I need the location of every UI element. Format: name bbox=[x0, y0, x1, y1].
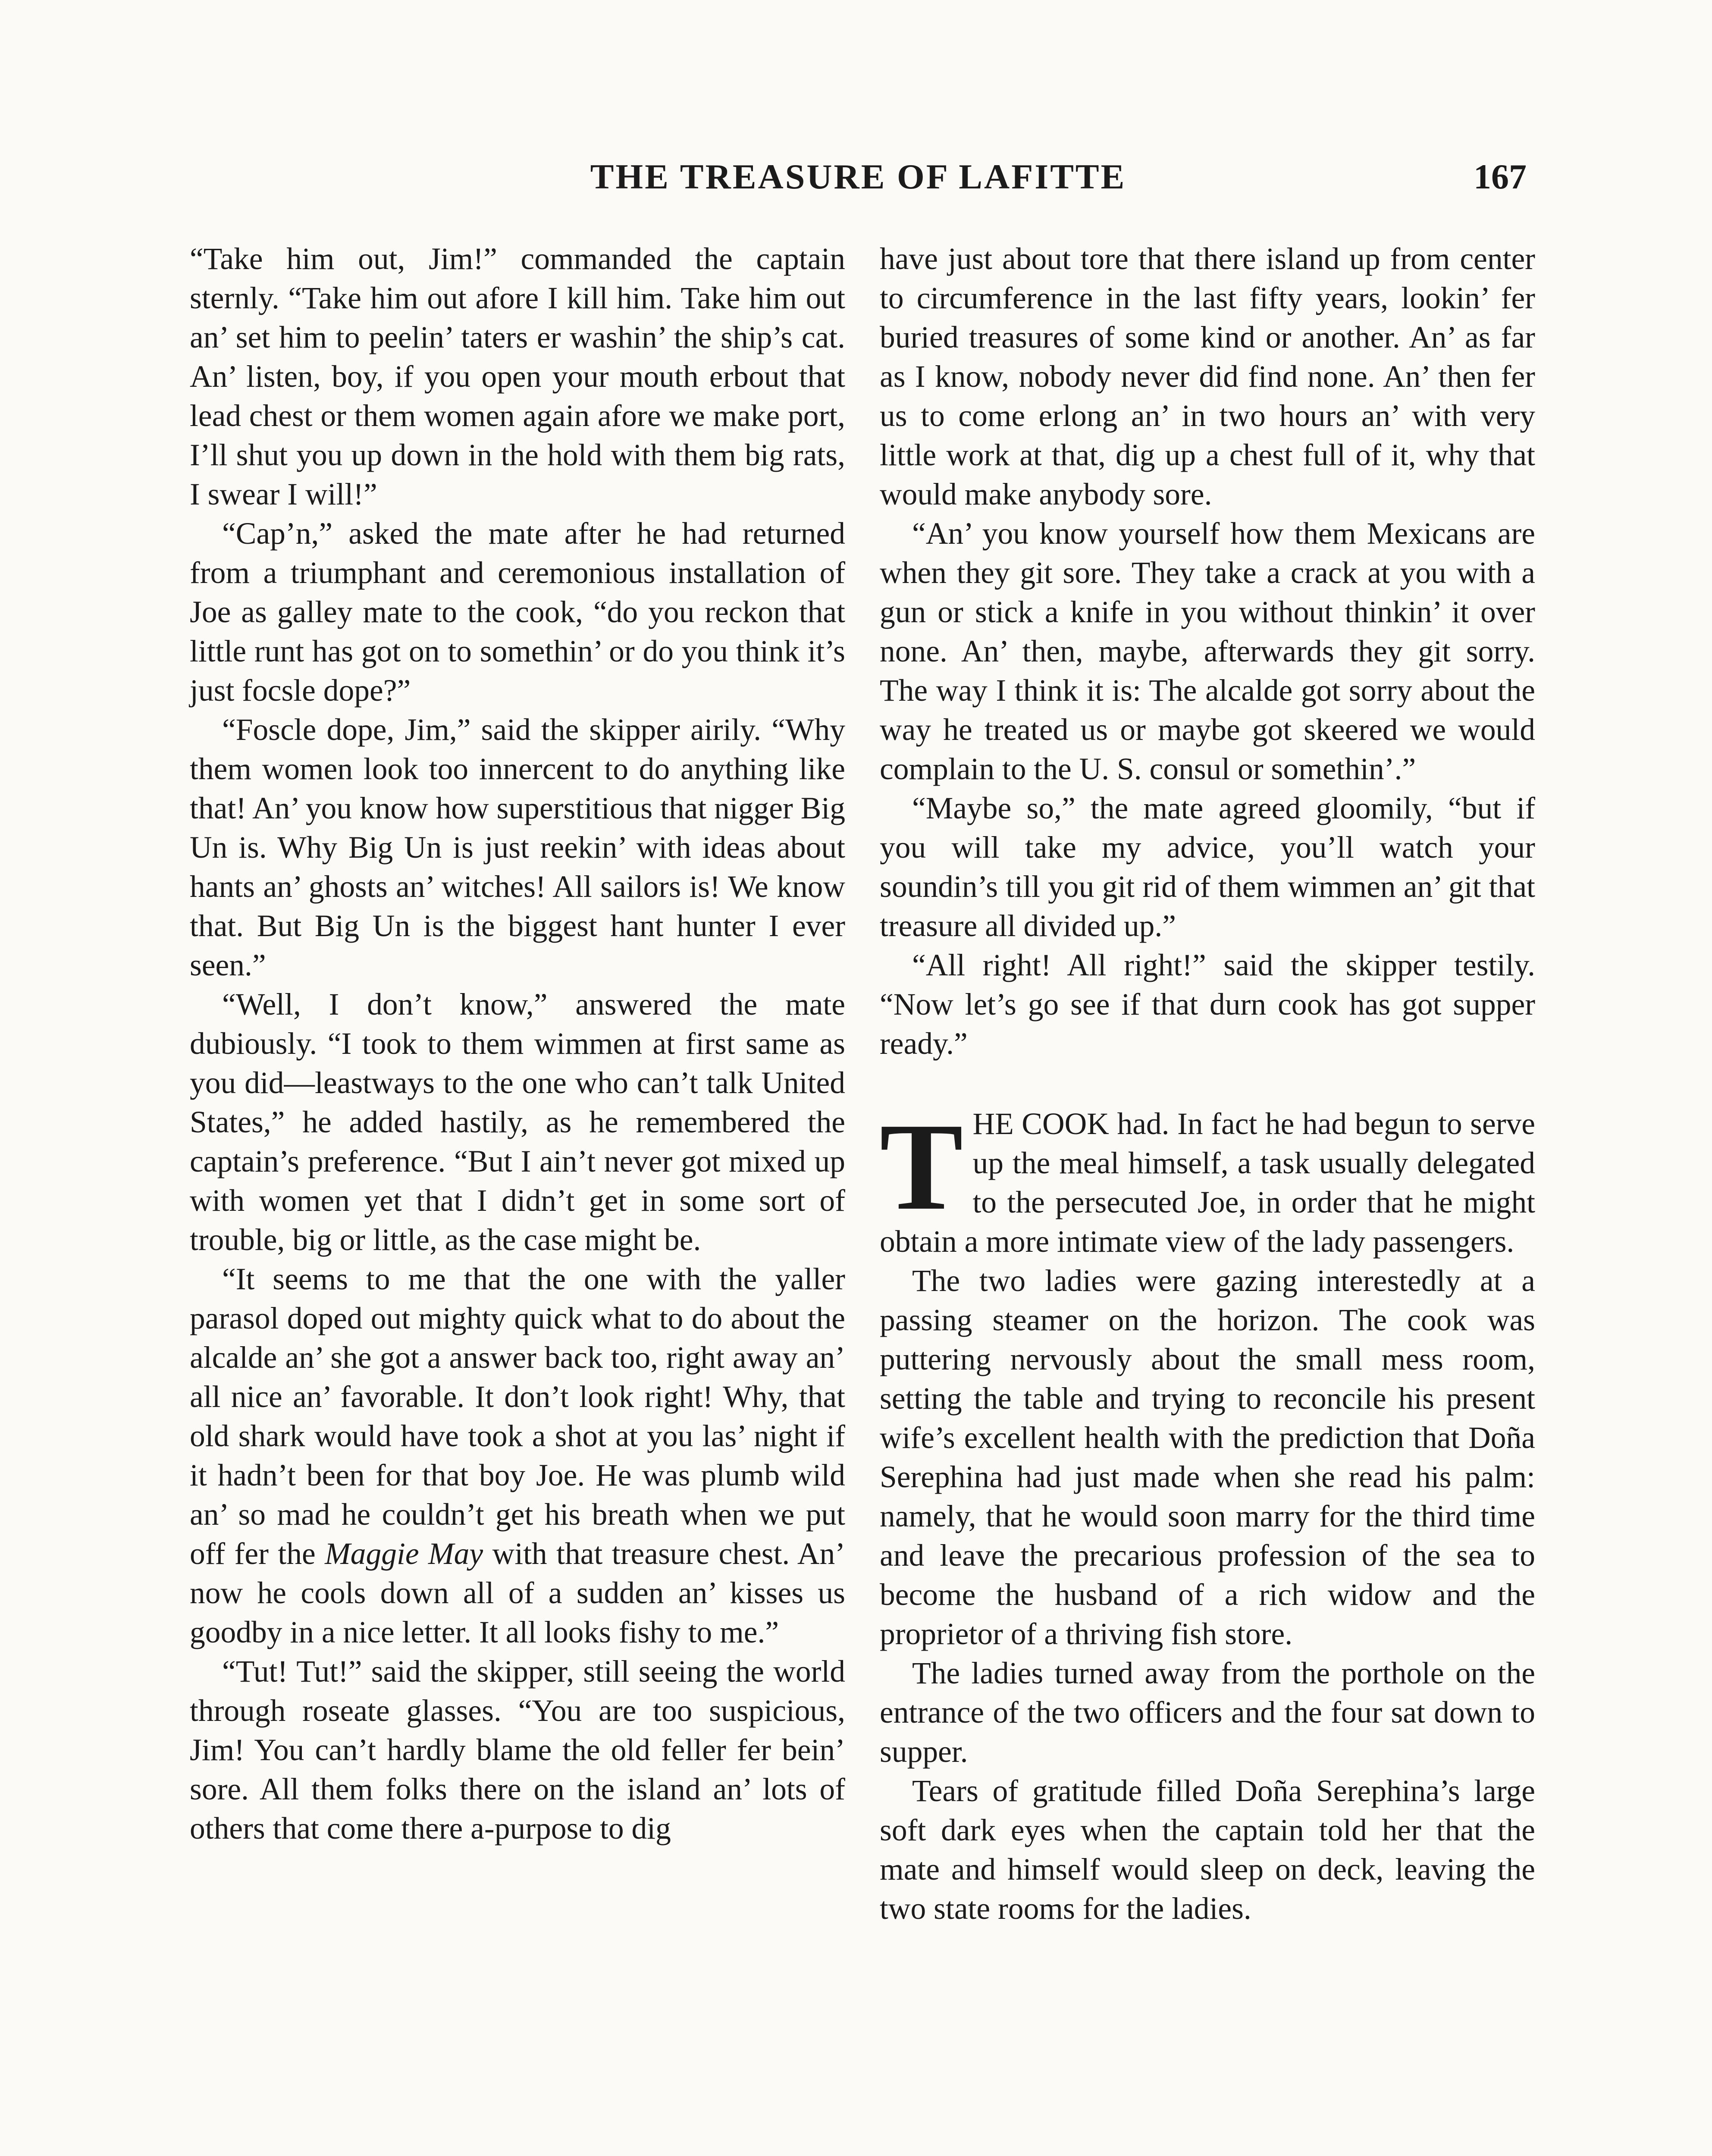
paragraph: “Take him out, Jim!” commanded the captain sternly. “Take him out afore I kill him. Take him out an’ set him to peelin’ taters er washin’ the ship’s cat. An’ listen, boy, if you open your mouth erbout that lead chest or them women again afore we make port, I’ll shut you up down in the hold with them big rats, I swear I will!” bbox=[190, 242, 845, 511]
paragraph bbox=[190, 1260, 845, 1652]
paragraph: Tears of gratitude filled Doña Serephina’s large soft dark eyes when the captain told her that the mate and himself would sleep on deck, leaving the two state rooms for the ladies. bbox=[880, 1774, 1535, 1926]
page-number: 167 bbox=[1474, 157, 1527, 196]
paragraph: “Cap’n,” asked the mate after he had returned from a triumphant and ceremonious installation of Joe as galley mate to the cook, “do you reckon that little runt has got on to somethin’ or do you think it’s just focsle dope?” bbox=[190, 517, 845, 708]
ship-name: Maggie May bbox=[325, 1537, 483, 1571]
paragraph: “Maybe so,” the mate agreed gloomily, “but if you will take my advice, you’ll watch your soundin’s till you git rid of them wimmen an’ git that treasure all divided up.” bbox=[880, 791, 1535, 943]
running-title: THE TREASURE OF LAFITTE bbox=[590, 157, 1126, 196]
paragraph-text: with that treasure chest. An’ now he cools down all of a sudden an’ kisses us goodby in a nice letter. It all looks fishy to me.” bbox=[190, 1537, 846, 1649]
paragraph: The ladies turned away from the porthole on the entrance of the two officers and the four sat down to supper. bbox=[880, 1656, 1535, 1769]
drop-cap: T bbox=[880, 1097, 963, 1236]
left-column bbox=[190, 239, 845, 1848]
paragraph: “Tut! Tut!” said the skipper, still seeing the world through roseate glasses. “You are too suspicious, Jim! You can’t hardly blame the old feller fer bein’ sore. All them folks there on the island an’ lots of others that come there a-purpose to dig bbox=[190, 1655, 845, 1846]
page-header bbox=[190, 151, 1527, 203]
paragraph: have just about tore that there island up from center to circumference in the last fifty years, lookin’ fer buried treasures of some kind or another. An’ as far as I know, nobody never did find none. An’ then fer us to come erlong an’ in two hours an’ with very little work at that, dig up a chest full of it, why that would make anybody sore. bbox=[880, 242, 1535, 511]
paragraph: The two ladies were gazing interestedly at a passing steamer on the horizon. The cook was puttering nervously about the small mess room, setting the table and trying to reconcile his present wife’s excellent health with the prediction that Doña Serephina had just made when she read his palm: namely, that he would soon marry for the third time and leave the precarious profession of the sea to become the husband of a rich widow and the proprietor of a thriving fish store. bbox=[880, 1264, 1535, 1651]
paragraph: “All right! All right!” said the skipper testily. “Now let’s go see if that durn cook has got supper ready.” bbox=[880, 948, 1535, 1061]
section-start-paragraph bbox=[880, 1097, 1535, 1261]
paragraph-text: had. In fact he had begun to serve up the meal himself, a task usually delegated to the persecuted Joe, in order that he might obtain a more intimate view of the lady passengers. bbox=[880, 1107, 1535, 1259]
paragraph: “Well, I don’t know,” answered the mate dubiously. “I took to them wimmen at first same as you did—leastways to the one who can’t talk United States,” he added hastily, as he remembered the captain’s preference. “But I ain’t never got mixed up with women yet that I didn’t get in some sort of trouble, big or little, as the case might be. bbox=[190, 987, 845, 1257]
right-column bbox=[880, 239, 1535, 1928]
paragraph: “Foscle dope, Jim,” said the skipper airily. “Why them women look too innercent to do anything like that! An’ you know how superstitious that nigger Big Un is. Why Big Un is just reekin’ with ideas about hants an’ ghosts an’ witches! All sailors is! We know that. But Big Un is the biggest hant hunter I ever seen.” bbox=[190, 713, 845, 982]
paragraph: “An’ you know yourself how them Mexicans are when they git sore. They take a crack at you with a gun or stick a knife in you without thinkin’ it over none. An’ then, maybe, afterwards they git sorry. The way I think it is: The alcalde got sorry about the way he treated us or maybe got skeered we would complain to the U. S. consul or somethin’.” bbox=[880, 517, 1535, 786]
lead-in-smallcaps: HE COOK bbox=[972, 1107, 1109, 1141]
paragraph-text: “It seems to me that the one with the yaller parasol doped out mighty quick what to do about the alcalde an’ she got a answer back too, right away an’ all nice an’ favorable. It don’t look right! Why, that old shark would have took a shot at you las’ night if it hadn’t been for that boy Joe. He was plumb wild an’ so mad he couldn’t get his breath when we put off fer the bbox=[190, 1262, 845, 1571]
